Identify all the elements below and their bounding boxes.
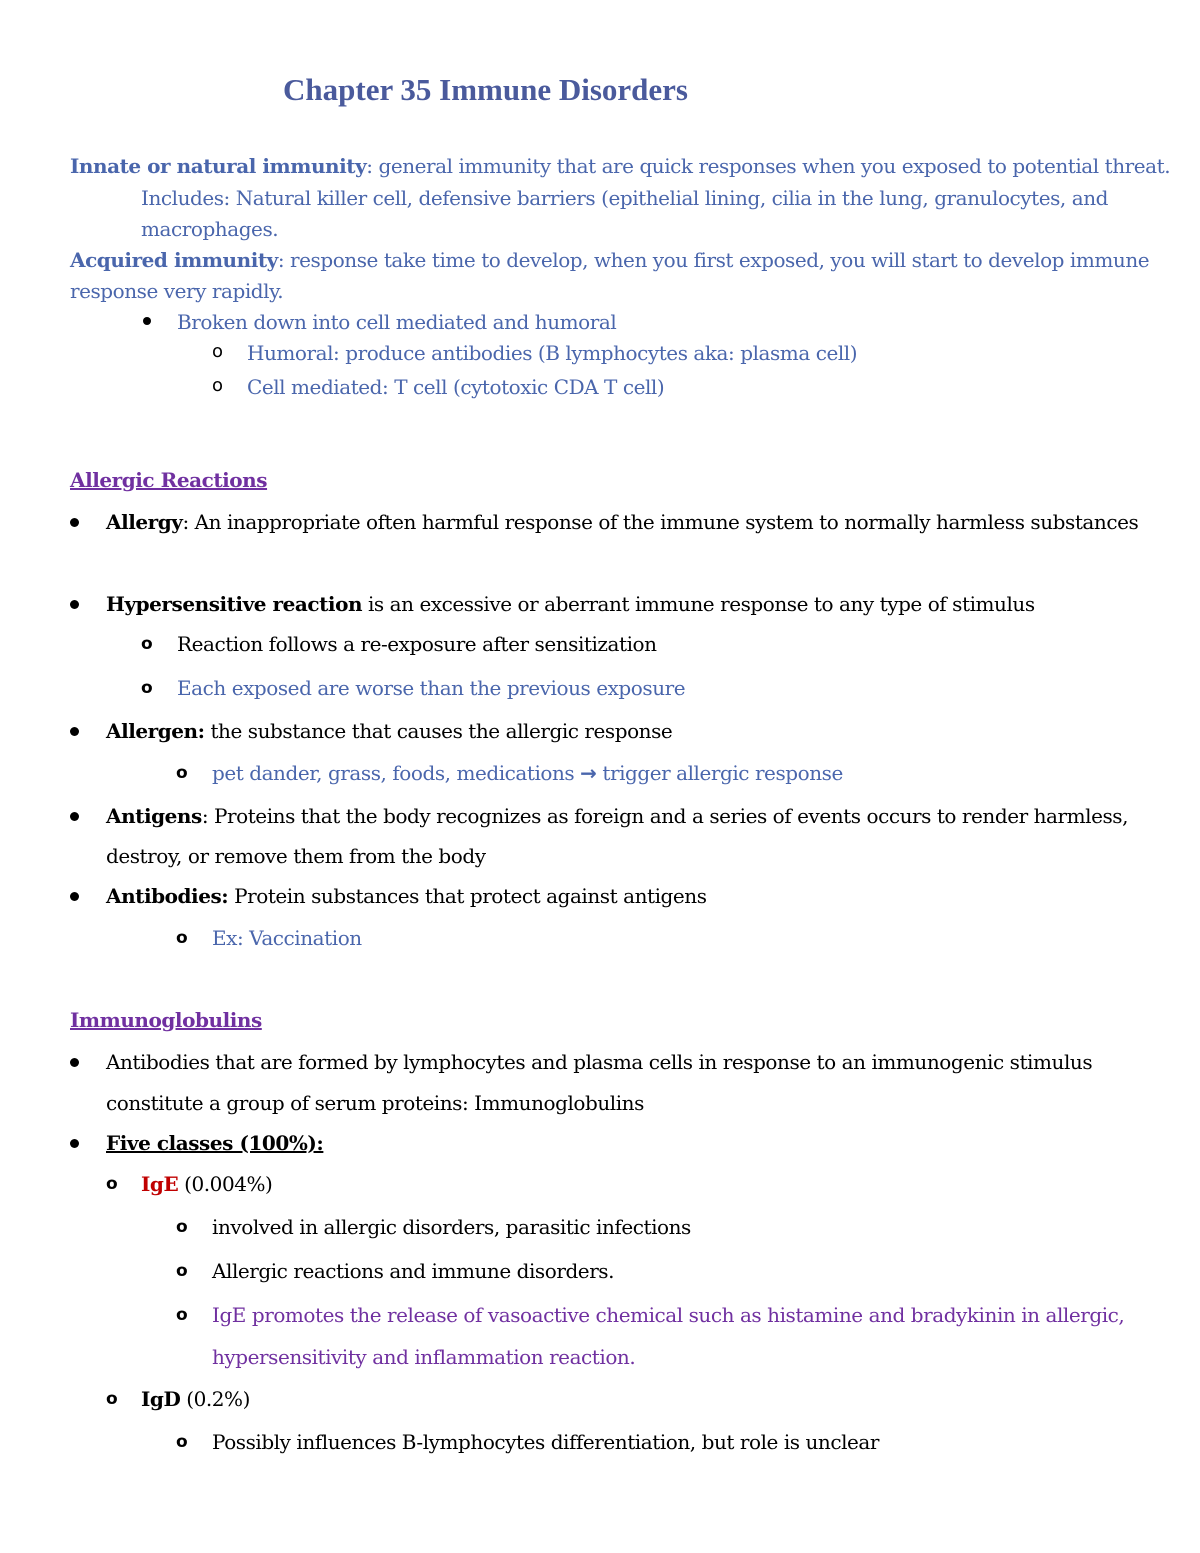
antibodies-sub: Ex: Vaccination (212, 926, 362, 950)
acquired-bullet: Broken down into cell mediated and humoral (177, 310, 617, 334)
ige-name: IgE (141, 1172, 179, 1196)
acquired-sub-2: Cell mediated: T cell (cytotoxic CDA T cell) (247, 375, 665, 399)
antigens-line (106, 803, 1128, 829)
antibodies-term: Antibodies: (106, 884, 229, 908)
antigens-def-2: destroy, or remove them from the body (106, 844, 486, 868)
page-title: Chapter 35 Immune Disorders (283, 72, 688, 107)
circle-bullet-icon: o (176, 1217, 188, 1237)
immuno-intro-1: Antibodies that are formed by lymphocytes and plasma cells in response to an immunogenic stimulus (106, 1050, 1093, 1074)
ige-sub-3b: hypersensitivity and inflammation reaction. (212, 1345, 636, 1369)
immuno-heading: Immunoglobulins (70, 1008, 262, 1032)
arrow-right-icon: → (580, 761, 597, 785)
allergen-def: the substance that causes the allergic response (204, 719, 673, 743)
innate-line (70, 153, 1170, 179)
acquired-def: : response take time to develop, when you first exposed, you will start to develop immune (277, 248, 1150, 272)
bullet-icon (70, 812, 79, 821)
hyper-line (106, 591, 1035, 617)
bullet-icon (70, 1139, 79, 1148)
circle-bullet-icon: o (106, 1174, 118, 1194)
bullet-icon (143, 317, 151, 325)
innate-term: Innate or natural immunity (70, 154, 367, 178)
ige-sub-2: Allergic reactions and immune disorders. (212, 1259, 615, 1283)
allergen-term: Allergen: (106, 719, 205, 743)
allergic-heading: Allergic Reactions (70, 468, 268, 492)
bullet-icon (70, 518, 79, 527)
bullet-icon (70, 892, 79, 901)
hyper-sub-2: Each exposed are worse than the previous exposure (177, 676, 686, 700)
igd-pct: (0.2%) (180, 1387, 250, 1411)
innate-includes-2: macrophages. (141, 217, 279, 241)
hyper-sub-1: Reaction follows a re-exposure after sensitization (177, 632, 657, 656)
acquired-def-2: response very rapidly. (70, 279, 284, 303)
antibodies-line (106, 883, 707, 909)
hyper-term: Hypersensitive reaction (106, 592, 363, 616)
ige-pct: (0.004%) (178, 1172, 273, 1196)
hyper-def: is an excessive or aberrant immune response to any type of stimulus (362, 592, 1035, 616)
circle-bullet-icon: o (212, 375, 224, 396)
circle-bullet-icon: o (141, 634, 153, 654)
ige-line (141, 1171, 272, 1197)
allergy-term: Allergy (106, 510, 183, 534)
circle-bullet-icon: o (176, 1432, 188, 1452)
immuno-intro-2: constitute a group of serum proteins: Immunoglobulins (106, 1091, 644, 1115)
allergen-sub (212, 760, 843, 786)
allergy-def: : An inappropriate often harmful response of the immune system to normally harmless substances (182, 510, 1139, 534)
igd-sub-1: Possibly influences B-lymphocytes differentiation, but role is unclear (212, 1430, 880, 1454)
innate-includes-1: Includes: Natural killer cell, defensive barriers (epithelial lining, cilia in the lung, granulocytes, and (141, 186, 1108, 210)
allergen-sub-a: pet dander, grass, foods, medications (212, 761, 581, 785)
bullet-icon (70, 1058, 79, 1067)
igd-name: IgD (141, 1387, 181, 1411)
circle-bullet-icon: o (176, 928, 188, 948)
ige-sub-1: involved in allergic disorders, parasitic infections (212, 1215, 691, 1239)
allergen-line (106, 718, 672, 744)
bullet-icon (70, 600, 79, 609)
circle-bullet-icon: o (212, 341, 224, 362)
circle-bullet-icon: o (176, 1261, 188, 1281)
antibodies-def: Protein substances that protect against antigens (228, 884, 707, 908)
circle-bullet-icon: o (176, 1305, 188, 1325)
ige-sub-3a: IgE promotes the release of vasoactive chemical such as histamine and bradykinin in allergic, (212, 1303, 1125, 1327)
antigens-term: Antigens (106, 804, 202, 828)
antigens-def: : Proteins that the body recognizes as foreign and a series of events occurs to render harmless, (201, 804, 1129, 828)
circle-bullet-icon: o (141, 678, 153, 698)
bullet-icon (70, 727, 79, 736)
allergy-line (106, 509, 1138, 535)
acquired-line (70, 247, 1149, 273)
circle-bullet-icon: o (106, 1389, 118, 1409)
allergen-sub-b: trigger allergic response (596, 761, 843, 785)
innate-def: : general immunity that are quick responses when you exposed to potential threat. (366, 154, 1171, 178)
immuno-classes: Five classes (100%): (106, 1131, 324, 1155)
circle-bullet-icon: o (176, 763, 188, 783)
acquired-term: Acquired immunity (70, 248, 278, 272)
acquired-sub-1: Humoral: produce antibodies (B lymphocytes aka: plasma cell) (247, 341, 858, 365)
igd-line (141, 1386, 250, 1412)
